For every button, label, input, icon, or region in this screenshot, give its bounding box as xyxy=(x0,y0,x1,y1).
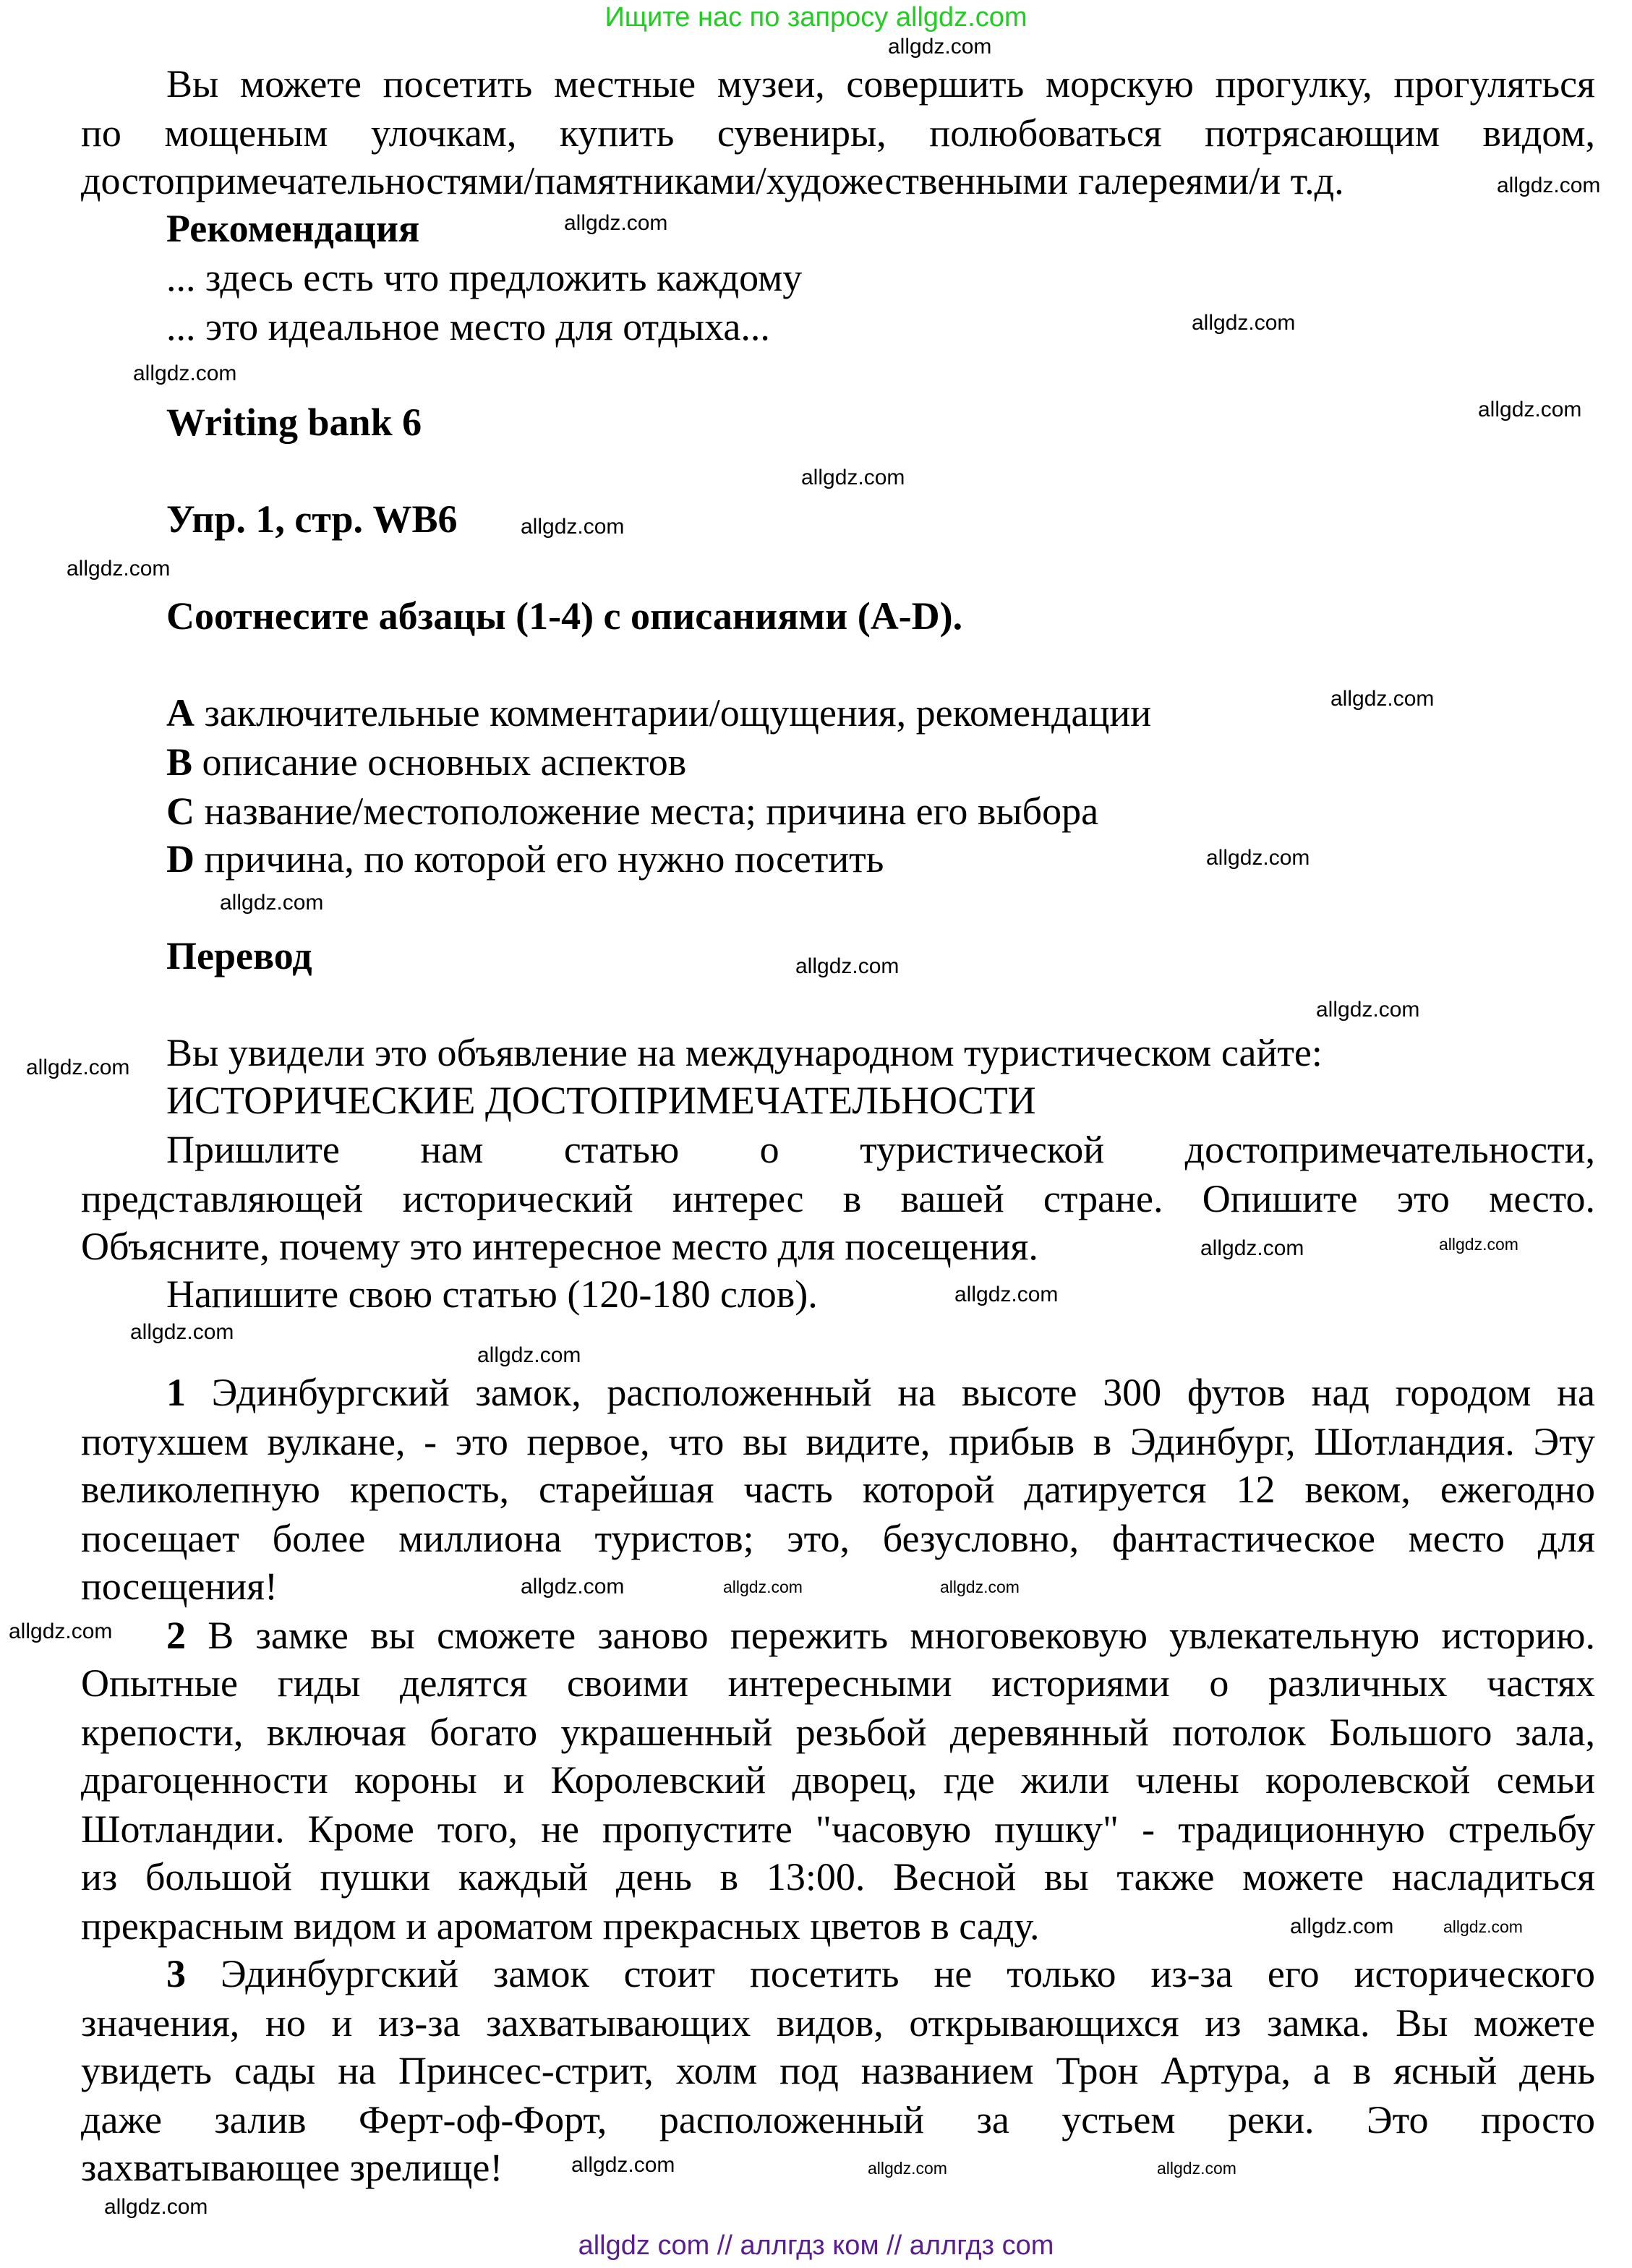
assignment-line: Вы увидели это объявление на международном туристическом сайте: xyxy=(166,1031,1323,1074)
paragraph-2-line: Опытные гиды делятся своими интересными историями о различных частях xyxy=(81,1661,1595,1705)
watermark: allgdz.com xyxy=(1316,998,1420,1022)
paragraph-1-line xyxy=(166,1371,1595,1414)
watermark: allgdz.com xyxy=(521,515,625,539)
watermark: allgdz.com xyxy=(723,1578,803,1596)
watermark: allgdz.com xyxy=(477,1343,581,1367)
paragraph-3-line: увидеть сады на Принсес-стрит, холм под названием Трон Артура, а в ясный день xyxy=(81,2049,1595,2092)
recommendation-item: ... это идеальное место для отдыха... xyxy=(166,305,770,348)
paragraph-1-line: посещения! xyxy=(81,1565,278,1608)
paragraph-2-line: прекрасным видом и ароматом прекрасных цветов в саду. xyxy=(81,1904,1040,1948)
option-letter: D xyxy=(166,837,195,881)
watermark: allgdz.com xyxy=(9,1619,113,1643)
watermark: allgdz.com xyxy=(888,35,992,59)
recommendation-heading: Рекомендация xyxy=(166,207,420,250)
option-text: причина, по которой его нужно посетить xyxy=(195,837,884,881)
assignment-line: представляющей исторический интерес в вашей стране. Опишите это место. xyxy=(81,1177,1595,1220)
paragraph-2-line: из большой пушки каждый день в 13:00. Весной вы также можете насладиться xyxy=(81,1855,1595,1899)
watermark: allgdz.com xyxy=(1478,398,1582,421)
paragraph-3-line: захватывающее зрелище! xyxy=(81,2146,503,2189)
option-text: название/местоположение места; причина его выбора xyxy=(195,789,1099,833)
watermark: allgdz.com xyxy=(1497,174,1601,197)
section-title: Writing bank 6 xyxy=(166,401,422,444)
watermark: allgdz.com xyxy=(571,2153,675,2177)
paragraph-number: 3 xyxy=(166,1952,186,1995)
option-letter: B xyxy=(166,740,193,784)
exercise-title: Упр. 1, стр. WB6 xyxy=(166,497,458,541)
watermark: allgdz.com xyxy=(67,557,171,581)
paragraph-1-line: великолепную крепость, старейшая часть которой датируется 12 веком, ежегодно xyxy=(81,1468,1595,1511)
assignment-line: Объясните, почему это интересное место для посещения. xyxy=(81,1225,1038,1268)
watermark: allgdz.com xyxy=(564,211,668,235)
paragraph-3-line: даже залив Ферт-оф-Форт, расположенный за устьем реки. Это просто xyxy=(81,2098,1595,2141)
assignment-line: Пришлите нам статью о туристической достопримечательности, xyxy=(166,1128,1595,1171)
task-instruction: Соотнесите абзацы (1-4) с описаниями (A-D). xyxy=(166,594,963,638)
option-letter: A xyxy=(166,691,195,735)
paragraph-text: Эдинбургский замок стоит посетить не только из-за его исторического xyxy=(186,1952,1595,1995)
paragraph-2-line: Шотландии. Кроме того, не пропустите "часовую пушку" - традиционную стрельбу xyxy=(81,1807,1595,1851)
watermark: allgdz.com xyxy=(801,466,905,489)
option-text: заключительные комментарии/ощущения, рекомендации xyxy=(195,691,1152,735)
assignment-line: ИСТОРИЧЕСКИЕ ДОСТОПРИМЕЧАТЕЛЬНОСТИ xyxy=(166,1079,1036,1122)
paragraph-number: 2 xyxy=(166,1614,186,1657)
watermark: allgdz.com xyxy=(1200,1236,1304,1260)
paragraph-2-line: крепости, включая богато украшенный резьбой деревянный потолок Большого зала, xyxy=(81,1711,1595,1754)
intro-line: достопримечательностями/памятниками/художественными галереями/и т.д. xyxy=(81,159,1344,202)
watermark: allgdz.com xyxy=(26,1056,130,1079)
watermark: allgdz.com xyxy=(795,954,900,978)
paragraph-3-line: значения, но и из-за захватывающих видов, открывающихся из замка. Вы можете xyxy=(81,2001,1595,2045)
watermark: allgdz.com xyxy=(1192,311,1296,335)
paragraph-1-line: потухшем вулкане, - это первое, что вы видите, прибыв в Эдинбург, Шотландия. Эту xyxy=(81,1420,1595,1463)
watermark: allgdz.com xyxy=(954,1283,1059,1306)
watermark: allgdz.com xyxy=(1443,1917,1523,1936)
watermark: allgdz.com xyxy=(1206,846,1310,870)
watermark: allgdz.com xyxy=(1330,687,1435,711)
watermark: allgdz.com xyxy=(133,361,237,385)
paragraph-2-line: драгоценности короны и Королевский дворец, где жили члены королевской семьи xyxy=(81,1758,1595,1802)
watermark: allgdz.com xyxy=(1290,1914,1394,1938)
watermark: allgdz.com xyxy=(940,1578,1020,1596)
option-d xyxy=(166,837,884,881)
watermark: allgdz.com xyxy=(521,1575,625,1599)
intro-line: по мощеным улочкам, купить сувениры, полюбоваться потрясающим видом, xyxy=(81,111,1595,155)
watermark: allgdz.com xyxy=(130,1320,234,1344)
paragraph-text: В замке вы сможете заново пережить многовековую увлекательную историю. xyxy=(186,1614,1595,1657)
assignment-line: Напишите свою статью (120-180 слов). xyxy=(166,1272,818,1316)
watermark: allgdz.com xyxy=(1439,1235,1518,1254)
option-letter: C xyxy=(166,789,195,833)
paragraph-2-line xyxy=(166,1614,1595,1657)
search-banner[interactable]: Ищите нас по запросу allgdz.com xyxy=(604,2,1028,33)
translation-heading: Перевод xyxy=(166,934,312,977)
watermark: allgdz.com xyxy=(868,2159,947,2178)
recommendation-item: ... здесь есть что предложить каждому xyxy=(166,256,803,299)
option-text: описание основных аспектов xyxy=(192,740,687,784)
paragraph-3-line xyxy=(166,1952,1595,1995)
option-b xyxy=(166,740,686,784)
option-c xyxy=(166,789,1098,833)
paragraph-1-line: посещает более миллиона туристов; это, безусловно, фантастическое место для xyxy=(81,1517,1595,1560)
paragraph-text: Эдинбургский замок, расположенный на высоте 300 футов над городом на xyxy=(186,1371,1595,1414)
watermark: allgdz.com xyxy=(220,891,324,915)
watermark: allgdz.com xyxy=(1157,2159,1236,2178)
intro-line: Вы можете посетить местные музеи, совершить морскую прогулку, прогуляться xyxy=(166,62,1595,106)
footer-links[interactable]: allgdz com // аллгдз ком // аллгдз com xyxy=(578,2230,1054,2261)
watermark: allgdz.com xyxy=(104,2195,208,2219)
option-a xyxy=(166,691,1151,735)
paragraph-number: 1 xyxy=(166,1371,186,1414)
